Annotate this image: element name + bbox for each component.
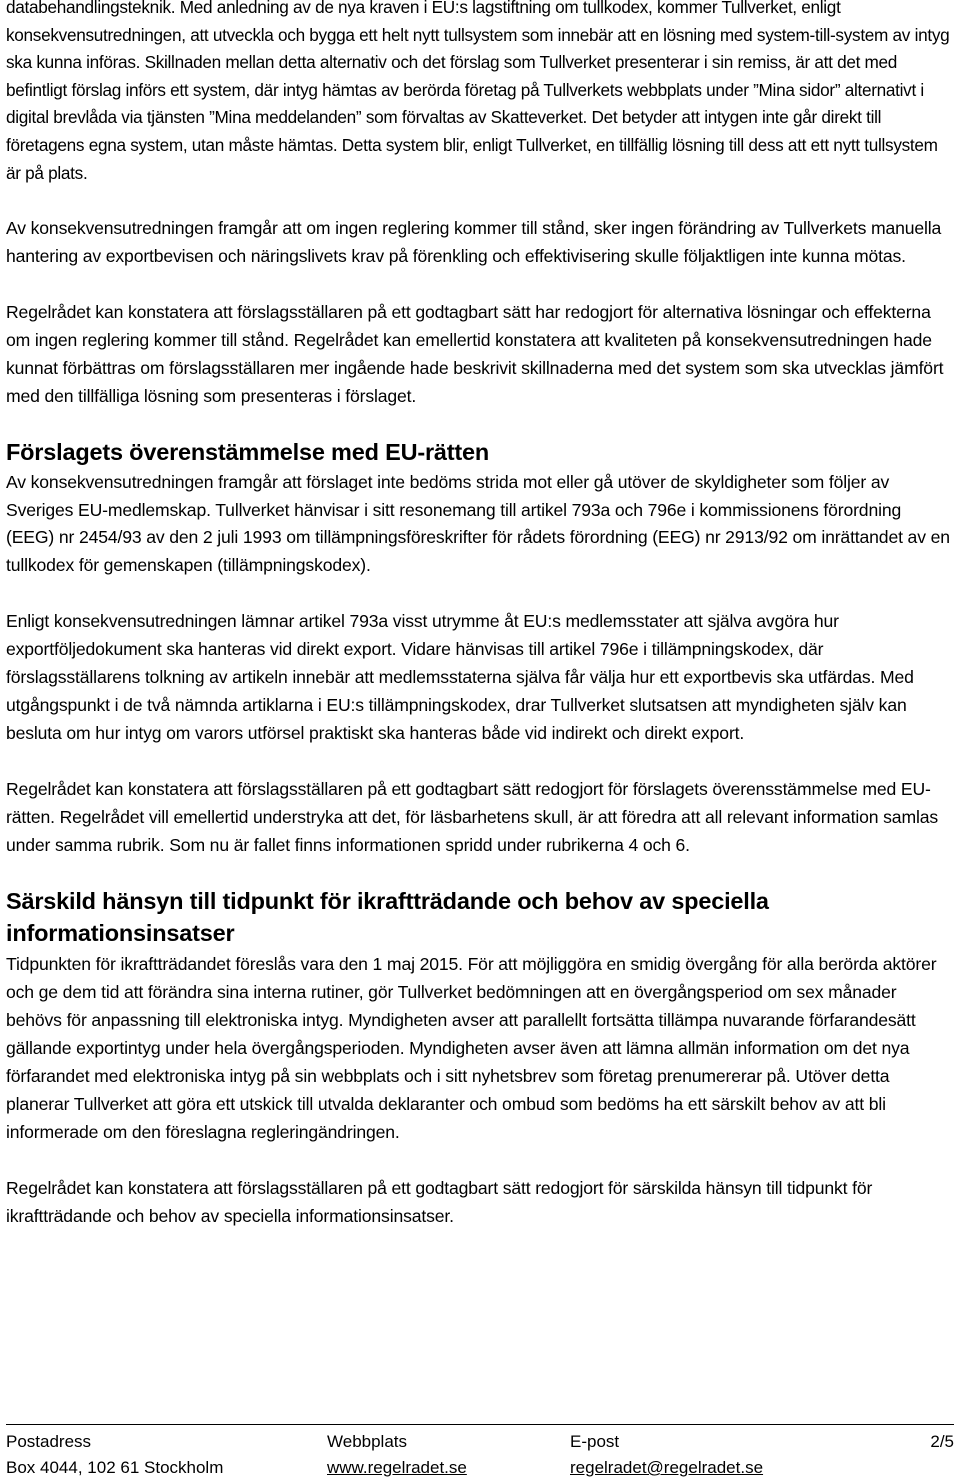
- footer-postal-address: [6, 1429, 223, 1481]
- paragraph-no-regulation: Av konsekvensutredningen framgår att om ingen reglering kommer till stånd, sker ingen förändring av Tullverkets manuella hantering av exportbevisen och näringslivets krav på förenkling och effektivisering skulle följaktligen inte kunna mötas.: [6, 218, 942, 267]
- paragraph-article-793a: Enligt konsekvensutredningen lämnar artikel 793a visst utrymme åt EU:s medlemsstater att själva avgöra hur exportföljedokument ska hanteras vid direkt export. Vidare hänvisas till artikel 796e i tillämpningskodex, där förslagsställarens tolkning av artikeln innebär att medlemsstaterna själva får välja hur ett exportbevis ska utfärdas. Med utgångspunkt i de två nämnda artiklarna i EU:s tillämpningskodex, drar Tullverket slutsatsen att myndigheten själv kan besluta om hur intyg om varors utförsel praktiskt ska hanteras både vid indirekt och direkt export.: [6, 611, 914, 743]
- footer-website: [327, 1429, 467, 1481]
- postal-address-value: Box 4044, 102 61 Stockholm: [6, 1458, 224, 1477]
- section-alternatives: [6, 0, 952, 187]
- paragraph-assessment-entry-into-force: Regelrådet kan konstatera att förslagsställaren på ett godtagbart sätt redogjort för särskilda hänsyn till tidpunkt för ikraftträdande och behov av speciella informationsinsatser.: [6, 1177, 873, 1226]
- paragraph-assessment-eu-law: Regelrådet kan konstatera att förslagsställaren på ett godtagbart sätt redogjort för förslagets överensstämmelse med EU-rätten. Regelrådet vill emellertid understryka att det, för läsbarhetens skull, är att föredra att all relevant information samlas under samma rubrik. Som nu är fallet finns informationen spridd under rubrikerna 4 och 6.: [6, 778, 938, 855]
- website-label: Webbplats: [327, 1432, 408, 1451]
- paragraph-assessment-alternatives: Regelrådet kan konstatera att förslagsställaren på ett godtagbart sätt har redogjort för alternativa lösningar och effekterna om ingen reglering kommer till stånd. Regelrådet kan emellertid konstatera att kvaliteten på konsekvensutredningen hade kunnat förbättras om förslagsställaren mer ingående hade beskrivit skillnaderna med det system som ska utvecklas jämfört med den tillfälliga lösning som presenteras i förslaget.: [6, 301, 944, 406]
- heading-entry-into-force: Särskild hänsyn till tidpunkt för ikraftträdande och behov av speciella informationsinsatser: [6, 888, 769, 947]
- document-page: [6, 0, 952, 1231]
- website-link[interactable]: www.regelradet.se: [327, 1458, 467, 1477]
- postal-address-label: Postadress: [6, 1432, 92, 1451]
- paragraph-alternative-solutions: databehandlingsteknik. Med anledning av de nya kraven i EU:s lagstiftning om tullkodex, kommer Tullverket, enligt konsekvensutredningen, att utveckla och bygga ett helt nytt tullsystem som innebär att en lösning med system-till-system av intyg ska kunna införas. Skillnaden mellan detta alternativ och det förslag som Tullverket presenterar i sin remiss, är att det med befintligt förslag införs ett system, där intyg hämtas av berörda företag på Tullverkets webbplats under ”Mina sidor” alternativt i digital brevlåda via tjänsten ”Mina meddelanden” som förvaltas av Skatteverket. Det betyder att intygen inte går direkt till företagens egna system, utan måste hämtas. Detta system blir, enligt Tullverket, en tillfällig lösning till dess att ett nytt tullsystem är på plats.: [6, 0, 950, 183]
- paragraph-eu-law-conformity: Av konsekvensutredningen framgår att förslaget inte bedöms strida mot eller gå utöver de skyldigheter som följer av Sveriges EU-medlemskap. Tullverket hänvisar i sitt resonemang till artikel 793a och 796e i kommissionens förordning (EEG) nr 2454/93 av den 2 juli 1993 om tillämpningsföreskrifter för rådets förordning (EEG) nr 2913/92 om inrättandet av en tullkodex för gemenskapen (tillämpningskodex).: [6, 471, 950, 576]
- heading-eu-law: Förslagets överenstämmelse med EU-rätten: [6, 438, 490, 465]
- page-footer: [6, 1424, 954, 1477]
- email-link[interactable]: regelradet@regelradet.se: [570, 1458, 764, 1477]
- email-label: E-post: [570, 1432, 620, 1451]
- page-number: 2/5: [930, 1432, 954, 1451]
- paragraph-entry-into-force: Tidpunkten för ikraftträdandet föreslås vara den 1 maj 2015. För att möjliggöra en smidig övergång för alla berörda aktörer och ge dem tid att förändra sina interna rutiner, gör Tullverket bedömningen att en övergångsperiod om sex månader behövs för anpassning till elektroniska intyg. Myndigheten avser att parallellt fortsätta tillämpa nuvarande förfarandesätt gällande exportintyg under hela övergångsperioden. Myndigheten avser även att lämna allmän information om det nya förfarandet med elektroniska intyg på sin webbplats och i sitt nyhetsbrev som företag prenumererar på. Utöver detta planerar Tullverket att göra ett utskick till utvalda deklaranter och ombud som bedöms ha ett särskilt behov av att bli informerade om den föreslagna regleringändringen.: [6, 954, 937, 1142]
- footer-email: [570, 1429, 763, 1481]
- footer-page-number: [930, 1429, 954, 1455]
